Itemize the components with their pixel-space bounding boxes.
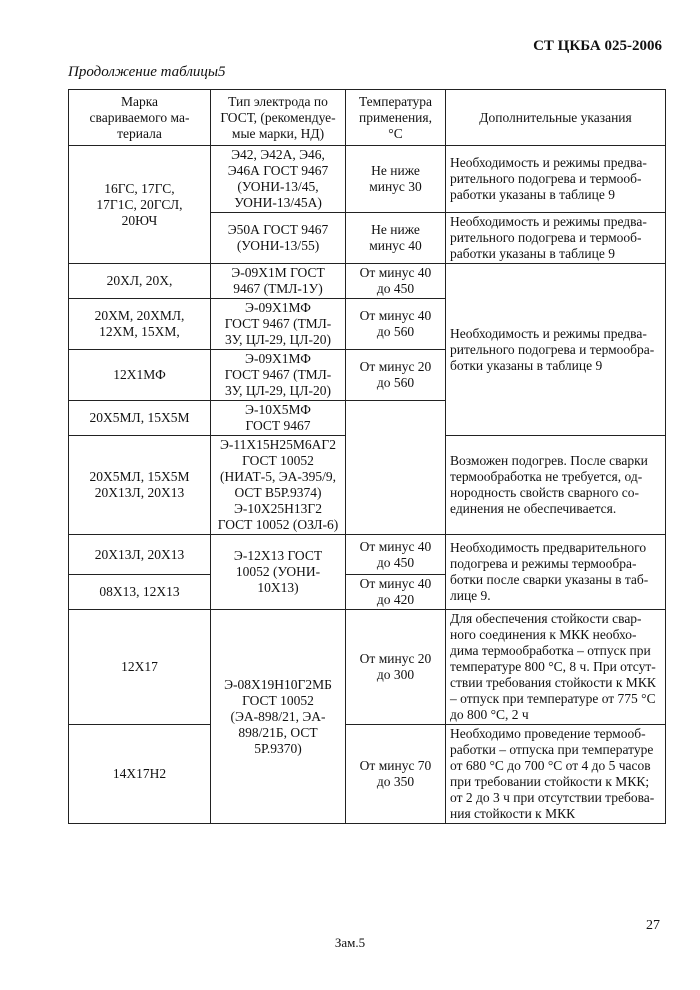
table-header-row [69, 90, 666, 146]
table-row [69, 725, 666, 824]
table-row [69, 610, 666, 725]
electrode-cell: Э-09Х1М ГОСТ 9467 (ТМЛ-1У) [211, 264, 346, 299]
amendment-note: Зам.5 [334, 935, 366, 950]
notes-cell: Возможен подогрев. После сварки термообработка не требуется, од- нородность свойств сварного со- единения не обеспечивается. [446, 436, 666, 535]
notes-cell: Необходимость и режимы предва- рительного подогрева и термооб- работки указаны в таблице 9 [446, 213, 666, 264]
electrode-cell: Э42, Э42А, Э46, Э46А ГОСТ 9467 (УОНИ-13/45, УОНИ-13/45А) [211, 146, 346, 213]
temperature-cell: От минус 20 до 560 [346, 350, 446, 401]
electrode-cell: Э50А ГОСТ 9467 (УОНИ-13/55) [211, 213, 346, 264]
temperature-cell: От минус 40 до 450 [346, 264, 446, 299]
notes-cell: Необходимость и режимы предва- рительного подогрева и термооб- работки указаны в таблице 9 [446, 146, 666, 213]
table-row [69, 264, 666, 299]
material-cell: 20Х5МЛ, 15Х5М 20Х13Л, 20Х13 [69, 436, 211, 535]
notes-cell: Необходимость предварительного подогрева и режимы термообра- ботки после сварки указаны в таб- лице 9. [446, 535, 666, 610]
temperature-cell: Не ниже минус 40 [346, 213, 446, 264]
document-code: СТ ЦКБА 025-2006 [533, 38, 662, 54]
table-row [69, 535, 666, 575]
temperature-cell: Не ниже минус 30 [346, 146, 446, 213]
electrode-cell: Э-09Х1МФ ГОСТ 9467 (ТМЛ- 3У, ЦЛ-29, ЦЛ-20) [211, 350, 346, 401]
electrode-cell: Э-09Х1МФ ГОСТ 9467 (ТМЛ- 3У, ЦЛ-29, ЦЛ-20) [211, 299, 346, 350]
temperature-cell: От минус 40 до 450 [346, 535, 446, 575]
table-caption: Продолжение таблицы5 [68, 64, 226, 80]
table-row [69, 146, 666, 213]
material-cell: 16ГС, 17ГС, 17Г1С, 20ГСЛ, 20ЮЧ [69, 146, 211, 264]
temperature-cell: От минус 40 до 560 [346, 299, 446, 350]
column-header-material: Марка свариваемого ма- териала [69, 90, 211, 146]
temperature-cell [346, 401, 446, 535]
material-cell: 20ХМ, 20ХМЛ, 12ХМ, 15ХМ, [69, 299, 211, 350]
material-cell: 20ХЛ, 20Х, [69, 264, 211, 299]
material-cell: 20Х13Л, 20Х13 [69, 535, 211, 575]
material-cell: 12Х1МФ [69, 350, 211, 401]
notes-cell: Необходимо проведение термооб- работки – отпуска при температуре от 680 °С до 700 °С от 4 до 5 часов при требовании стойкости к МКК; от 2 до 3 ч при отсутствии требова- ния стойкости к МКК [446, 725, 666, 824]
column-header-electrode: Тип электрода по ГОСТ, (рекомендуе- мые марки, НД) [211, 90, 346, 146]
temperature-cell: От минус 20 до 300 [346, 610, 446, 725]
material-cell: 14Х17Н2 [69, 725, 211, 824]
column-header-temperature: Температура применения, °С [346, 90, 446, 146]
column-header-notes: Дополнительные указания [446, 90, 666, 146]
notes-cell: Для обеспечения стойкости свар- ного соединения к МКК необхо- дима термообработка – отпуск при температуре 800 °С, 8 ч. При отсут- ствии требования стойкости к МКК – отпуск при температуре от 775 °С до 800 °С, 2 ч [446, 610, 666, 725]
electrode-cell: Э-10Х5МФ ГОСТ 9467 [211, 401, 346, 436]
material-cell: 12Х17 [69, 610, 211, 725]
electrode-table [68, 89, 666, 824]
electrode-cell: Э-12Х13 ГОСТ 10052 (УОНИ- 10Х13) [211, 535, 346, 610]
temperature-cell: От минус 40 до 420 [346, 575, 446, 610]
temperature-cell: От минус 70 до 350 [346, 725, 446, 824]
material-cell: 20Х5МЛ, 15Х5М [69, 401, 211, 436]
electrode-cell: Э-11Х15Н25М6АГ2 ГОСТ 10052 (НИАТ-5, ЭА-395/9, ОСТ В5Р.9374) Э-10Х25Н13Г2 ГОСТ 10052 (ОЗЛ-6) [211, 436, 346, 535]
notes-cell: Необходимость и режимы предва- рительного подогрева и термообра- ботки указаны в таблице 9 [446, 264, 666, 436]
material-cell: 08Х13, 12Х13 [69, 575, 211, 610]
page-number: 27 [646, 918, 660, 933]
electrode-cell: Э-08Х19Н10Г2МБ ГОСТ 10052 (ЭА-898/21, ЭА- 898/21Б, ОСТ 5Р.9370) [211, 610, 346, 824]
